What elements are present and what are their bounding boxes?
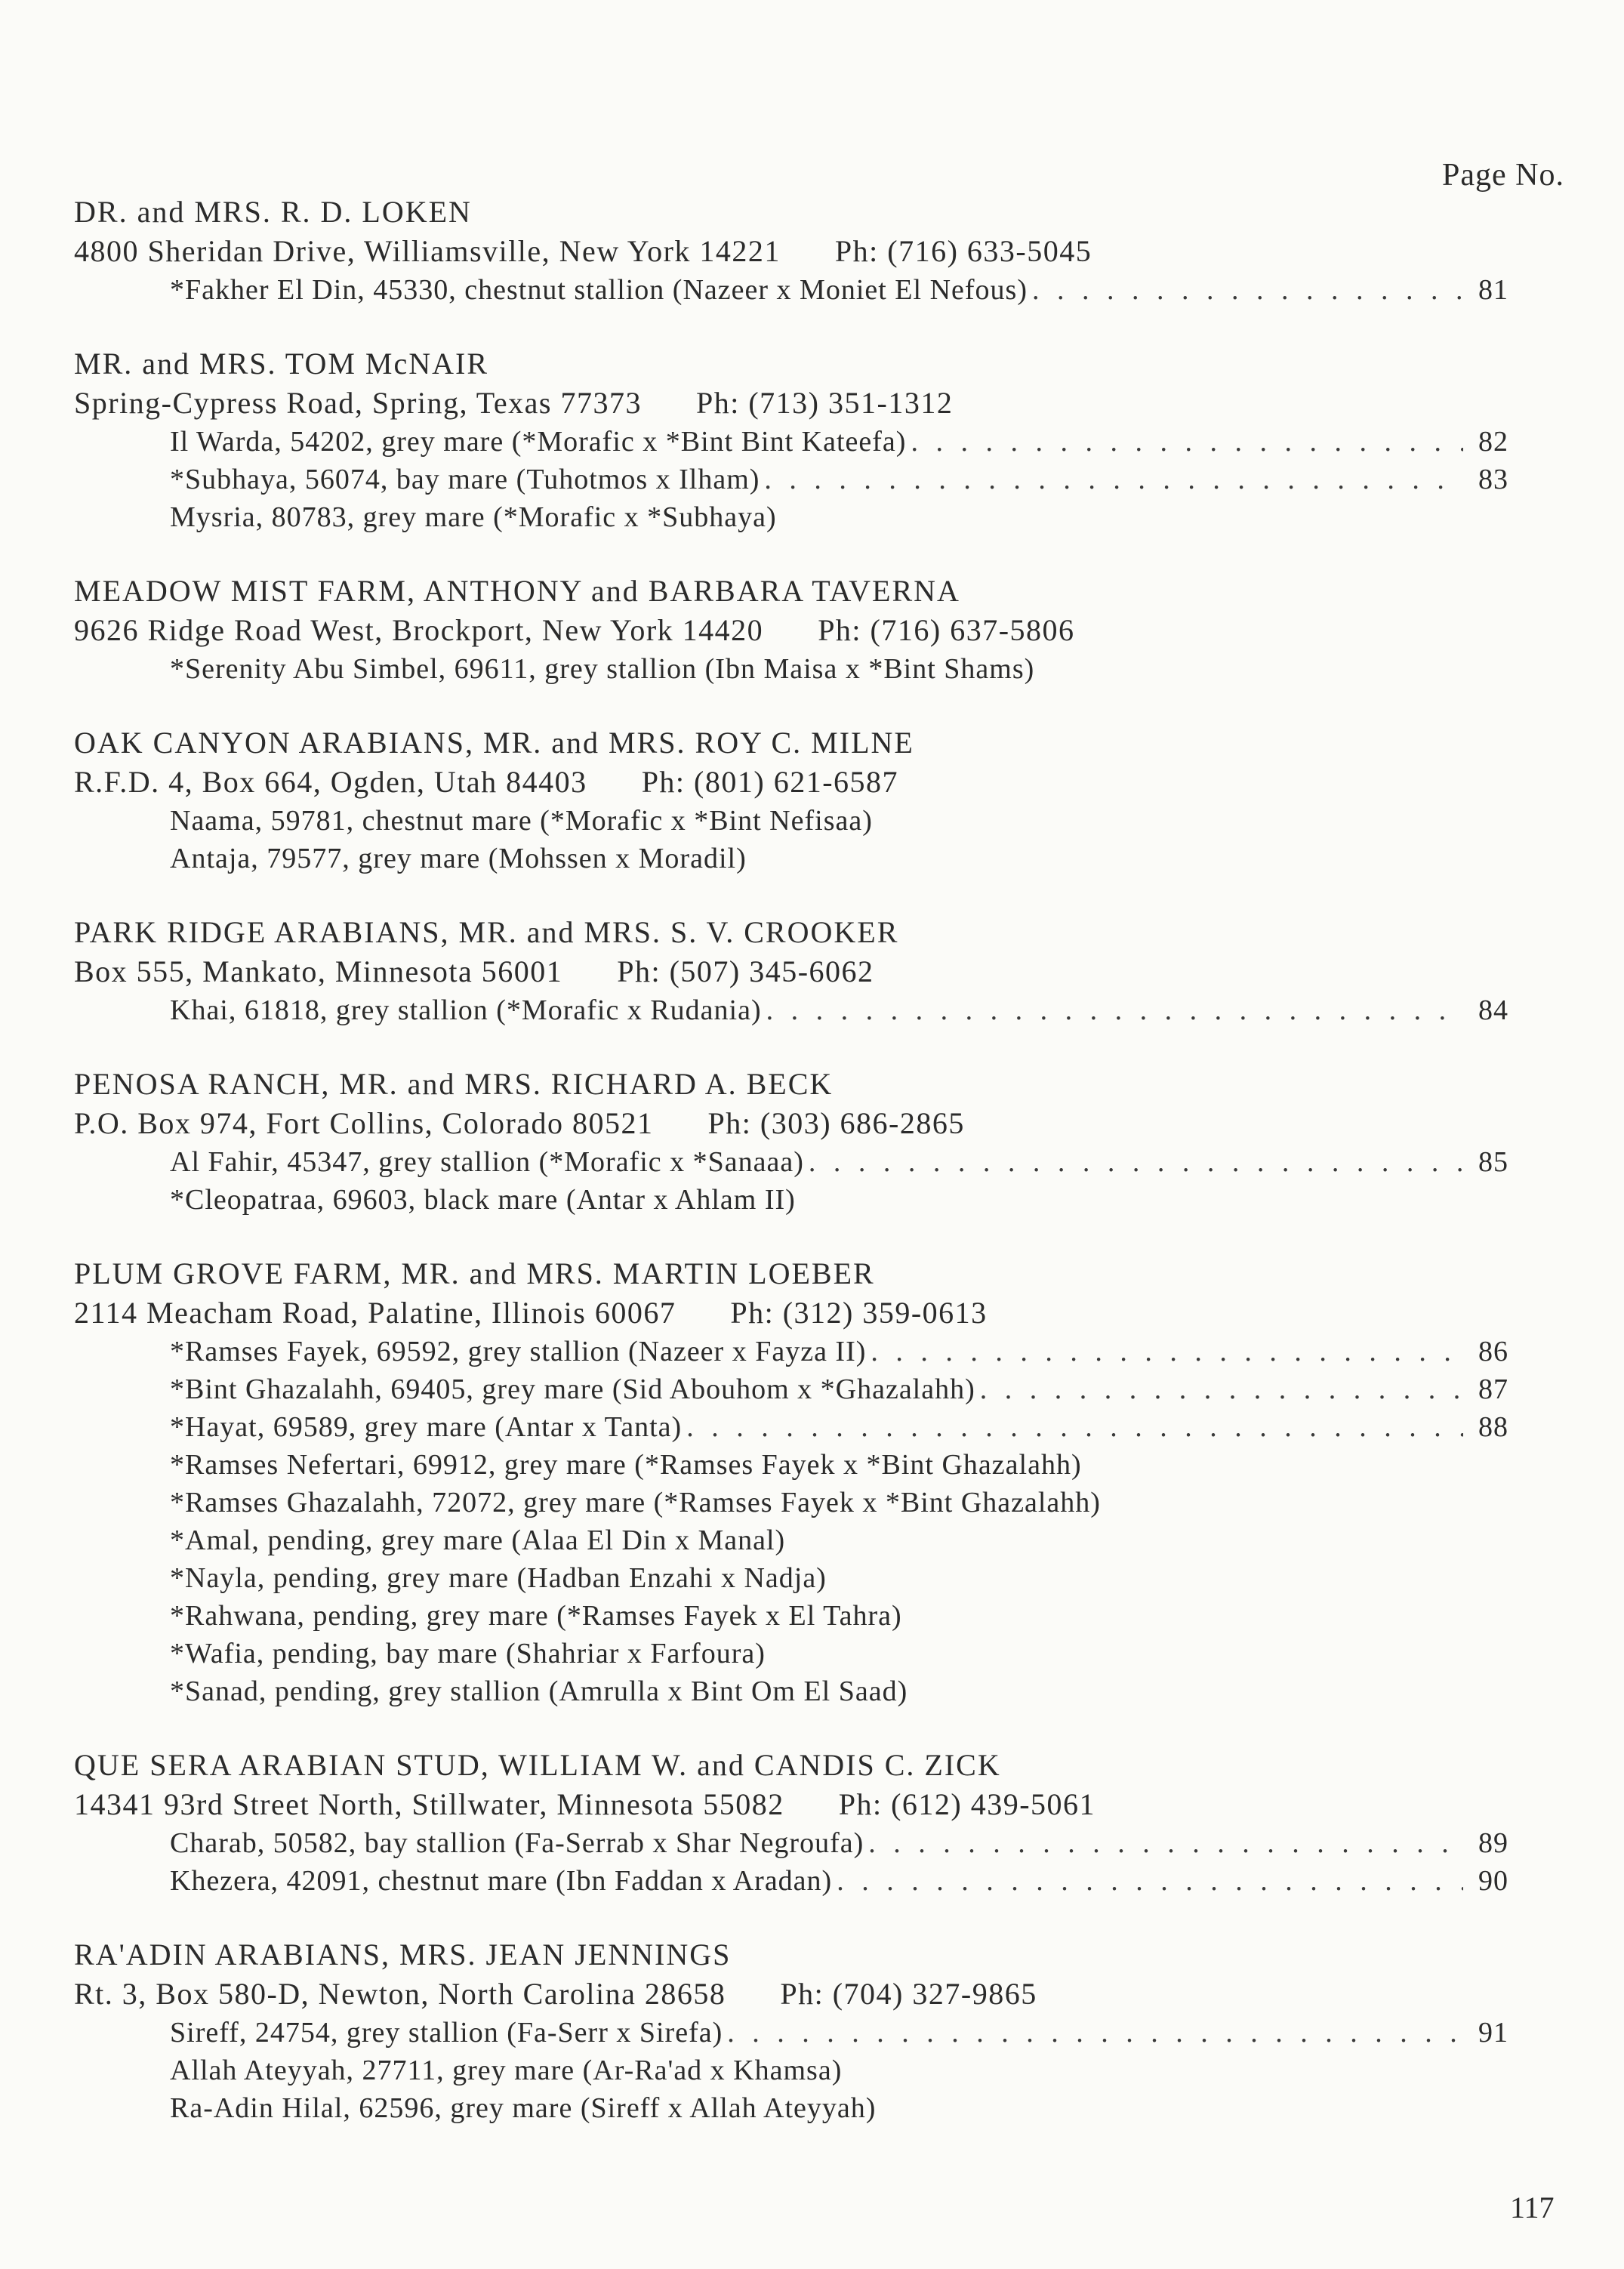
horse-description: *Nayla, pending, grey mare (Hadban Enzahi x Nadja) (170, 1562, 827, 1594)
owner-address-line (74, 952, 1508, 991)
horse-page-ref: 91 (1478, 2017, 1508, 2049)
horse-entry (170, 1181, 1508, 1219)
horse-list (74, 650, 1508, 688)
owner-address: Rt. 3, Box 580-D, Newton, North Carolina 28658 (74, 1977, 726, 2011)
horse-description: *Wafia, pending, bay mare (Shahriar x Farfoura) (170, 1638, 766, 1669)
horse-list (74, 802, 1508, 877)
dot-leader (871, 1333, 1463, 1370)
horse-description: Naama, 59781, chestnut mare (*Morafic x *Bint Nefisaa) (170, 805, 873, 837)
owner-entry (74, 1254, 1508, 1710)
horse-description: *Fakher El Din, 45330, chestnut stallion (Nazeer x Moniet El Nefous) (170, 274, 1028, 306)
horse-entry (170, 423, 1508, 461)
dot-leader (764, 461, 1463, 498)
owner-phone: Ph: (716) 633-5045 (834, 234, 1092, 268)
horse-entry (170, 1408, 1508, 1446)
horse-entry (170, 2089, 1508, 2127)
owner-address: 4800 Sheridan Drive, Williamsville, New York 14221 (74, 234, 781, 268)
owner-entry (74, 572, 1508, 688)
horse-page-ref: 87 (1478, 1373, 1508, 1405)
horse-description: *Ramses Nefertari, 69912, grey mare (*Ramses Fayek x *Bint Ghazalahh) (170, 1449, 1082, 1481)
owner-address-line (74, 1785, 1508, 1824)
horse-list (74, 2014, 1508, 2127)
owner-name: PARK RIDGE ARABIANS, MR. and MRS. S. V. CROOKER (74, 915, 899, 949)
dot-leader (809, 1143, 1463, 1181)
owner-name: DR. and MRS. R. D. LOKEN (74, 195, 472, 229)
horse-entry (170, 840, 1508, 877)
dot-leader (837, 1862, 1463, 1900)
dot-leader (766, 991, 1463, 1029)
owner-name: RA'ADIN ARABIANS, MRS. JEAN JENNINGS (74, 1938, 732, 1972)
owner-address-line (74, 232, 1508, 271)
horse-entry (170, 1862, 1508, 1900)
horse-entry (170, 1672, 1508, 1710)
horse-description: Al Fahir, 45347, grey stallion (*Morafic x *Sanaaa) (170, 1146, 804, 1178)
owner-phone: Ph: (716) 637-5806 (818, 613, 1075, 647)
horse-page-ref: 89 (1478, 1827, 1508, 1859)
horse-description: Antaja, 79577, grey mare (Mohssen x Moradil) (170, 843, 747, 874)
owner-name: PLUM GROVE FARM, MR. and MRS. MARTIN LOEBER (74, 1256, 875, 1290)
horse-description: Charab, 50582, bay stallion (Fa-Serrab x Shar Negroufa) (170, 1827, 864, 1859)
horse-description: *Bint Ghazalahh, 69405, grey mare (Sid Abouhom x *Ghazalahh) (170, 1373, 975, 1405)
horse-description: Mysria, 80783, grey mare (*Morafic x *Subhaya) (170, 501, 777, 533)
horse-page-ref: 88 (1478, 1411, 1508, 1443)
dot-leader (868, 1824, 1463, 1862)
owner-name: OAK CANYON ARABIANS, MR. and MRS. ROY C. MILNE (74, 726, 914, 760)
dot-leader (980, 1370, 1463, 1408)
horse-entry (170, 1446, 1508, 1484)
horse-description: Ra-Adin Hilal, 62596, grey mare (Sireff x Allah Ateyyah) (170, 2092, 877, 2124)
horse-list (74, 991, 1508, 1029)
owner-address-line (74, 763, 1508, 802)
horse-entry (170, 2052, 1508, 2089)
horse-entry (170, 2014, 1508, 2052)
owner-phone: Ph: (612) 439-5061 (838, 1787, 1096, 1821)
horse-page-ref: 82 (1478, 426, 1508, 458)
owner-entry (74, 344, 1508, 536)
horse-entry (170, 650, 1508, 688)
horse-page-ref: 84 (1478, 994, 1508, 1026)
horse-entry (170, 1635, 1508, 1672)
horse-entry (170, 991, 1508, 1029)
owner-name: MR. and MRS. TOM McNAIR (74, 347, 489, 381)
owner-address: 9626 Ridge Road West, Brockport, New York 14420 (74, 613, 764, 647)
owner-name: QUE SERA ARABIAN STUD, WILLIAM W. and CANDIS C. ZICK (74, 1748, 1001, 1782)
owner-address: P.O. Box 974, Fort Collins, Colorado 80521 (74, 1106, 654, 1140)
horse-description: *Subhaya, 56074, bay mare (Tuhotmos x Ilham) (170, 464, 760, 495)
owner-address-line (74, 1293, 1508, 1333)
owner-address: 2114 Meacham Road, Palatine, Illinois 60067 (74, 1296, 676, 1330)
owner-address: Spring-Cypress Road, Spring, Texas 77373 (74, 386, 642, 420)
page-no-column-heading: Page No. (1442, 158, 1564, 193)
horse-description: *Amal, pending, grey mare (Alaa El Din x Manal) (170, 1524, 786, 1556)
horse-entry (170, 1333, 1508, 1370)
horse-description: Khai, 61818, grey stallion (*Morafic x Rudania) (170, 994, 762, 1026)
horse-list (74, 1824, 1508, 1900)
owner-address: R.F.D. 4, Box 664, Ogden, Utah 84403 (74, 765, 587, 799)
owner-address-line (74, 1104, 1508, 1143)
owner-phone: Ph: (507) 345-6062 (617, 954, 874, 988)
page-number: 117 (1510, 2190, 1555, 2224)
horse-list (74, 271, 1508, 309)
dot-leader (1032, 271, 1463, 309)
horse-list (74, 423, 1508, 536)
owner-entry (74, 1746, 1508, 1900)
horse-description: *Rahwana, pending, grey mare (*Ramses Fayek x El Tahra) (170, 1600, 902, 1632)
horse-page-ref: 81 (1478, 274, 1508, 306)
horse-description: *Ramses Ghazalahh, 72072, grey mare (*Ramses Fayek x *Bint Ghazalahh) (170, 1487, 1101, 1518)
horse-entry (170, 461, 1508, 498)
horse-entry (170, 802, 1508, 840)
owner-address: 14341 93rd Street North, Stillwater, Minnesota 55082 (74, 1787, 784, 1821)
horse-entry (170, 1824, 1508, 1862)
horse-entry (170, 1521, 1508, 1559)
horse-page-ref: 85 (1478, 1146, 1508, 1178)
owner-entry (74, 193, 1508, 309)
horse-description: *Hayat, 69589, grey mare (Antar x Tanta) (170, 1411, 683, 1443)
horse-page-ref: 83 (1478, 464, 1508, 495)
owner-phone: Ph: (704) 327-9865 (780, 1977, 1037, 2011)
horse-entry (170, 1559, 1508, 1597)
horse-entry (170, 271, 1508, 309)
dot-leader (727, 2014, 1463, 2052)
dot-leader (686, 1408, 1463, 1446)
owner-address-line (74, 384, 1508, 423)
horse-description: *Sanad, pending, grey stallion (Amrulla x Bint Om El Saad) (170, 1676, 908, 1707)
owner-address-line (74, 1975, 1508, 2014)
horse-description: *Ramses Fayek, 69592, grey stallion (Nazeer x Fayza II) (170, 1336, 867, 1367)
owner-entry (74, 1065, 1508, 1219)
horse-description: Sireff, 24754, grey stallion (Fa-Serr x Sirefa) (170, 2017, 723, 2049)
horse-list (74, 1333, 1508, 1710)
owner-phone: Ph: (713) 351-1312 (696, 386, 954, 420)
horse-entry (170, 1597, 1508, 1635)
owner-phone: Ph: (801) 621-6587 (641, 765, 899, 799)
owner-entry (74, 723, 1508, 877)
owner-directory (74, 193, 1508, 2163)
dot-leader (911, 423, 1463, 461)
horse-description: Il Warda, 54202, grey mare (*Morafic x *Bint Bint Kateefa) (170, 426, 907, 458)
horse-description: *Serenity Abu Simbel, 69611, grey stallion (Ibn Maisa x *Bint Shams) (170, 653, 1035, 685)
horse-description: Allah Ateyyah, 27711, grey mare (Ar-Ra'ad x Khamsa) (170, 2055, 843, 2086)
horse-entry (170, 1370, 1508, 1408)
horse-page-ref: 90 (1478, 1865, 1508, 1897)
horse-entry (170, 1143, 1508, 1181)
owner-address-line (74, 611, 1508, 650)
owner-entry (74, 1935, 1508, 2127)
owner-name: PENOSA RANCH, MR. and MRS. RICHARD A. BECK (74, 1067, 834, 1101)
owner-address: Box 555, Mankato, Minnesota 56001 (74, 954, 563, 988)
horse-entry (170, 1484, 1508, 1521)
owner-phone: Ph: (312) 359-0613 (730, 1296, 988, 1330)
horse-description: *Cleopatraa, 69603, black mare (Antar x Ahlam II) (170, 1184, 796, 1216)
horse-list (74, 1143, 1508, 1219)
horse-entry (170, 498, 1508, 536)
horse-description: Khezera, 42091, chestnut mare (Ibn Faddan x Aradan) (170, 1865, 833, 1897)
owner-phone: Ph: (303) 686-2865 (707, 1106, 965, 1140)
horse-page-ref: 86 (1478, 1336, 1508, 1367)
owner-name: MEADOW MIST FARM, ANTHONY and BARBARA TAVERNA (74, 574, 960, 608)
owner-entry (74, 913, 1508, 1029)
